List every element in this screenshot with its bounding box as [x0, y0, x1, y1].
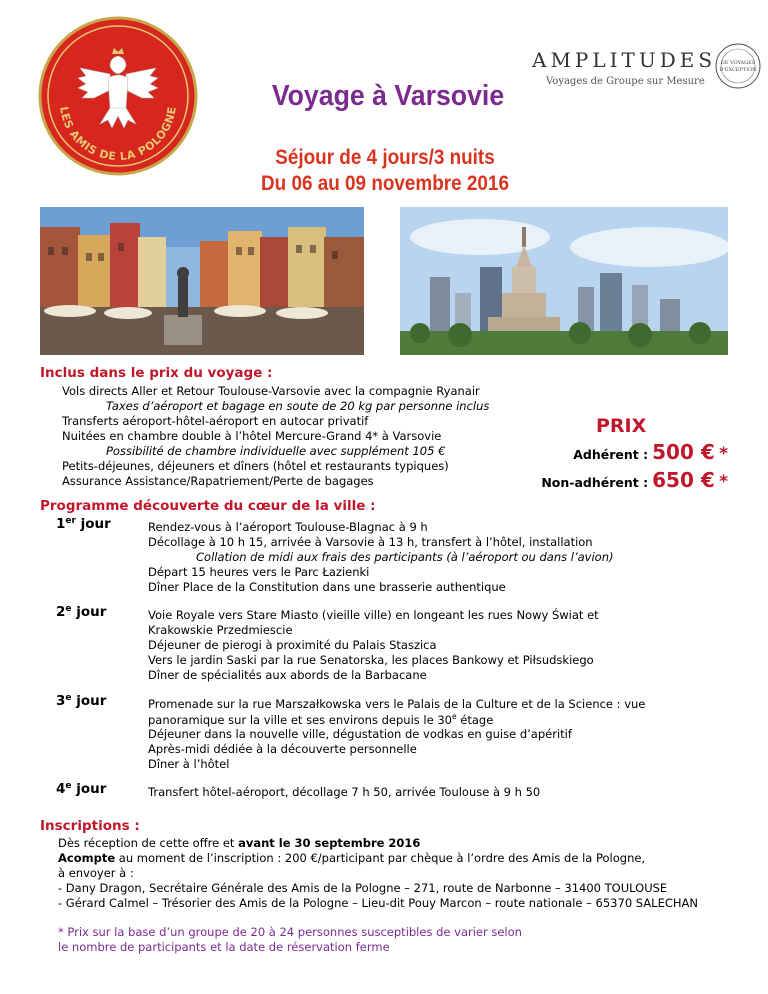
seal-text: LES AMIS DE LA POLOGNE [57, 105, 179, 164]
day-4-line: Transfert hôtel-aéroport, décollage 7 h 50, arrivée Toulouse à 9 h 50 [148, 785, 541, 799]
price-star: * [719, 444, 728, 464]
brand-tagline: Voyages de Groupe sur Mesure [546, 76, 705, 87]
day-2-line: Vers le jardin Saski par la rue Senatorska, les places Bankowy et Piłsudskiego [148, 653, 594, 667]
day-2-label: 2e jour [56, 604, 107, 620]
day-1-line: Départ 15 heures vers le Parc Łazienki [148, 565, 370, 579]
inscription-address: - Dany Dragon, Secrétaire Générale des Amis de la Pologne – 271, route de Narbonne – 31400 TOULOUSE [58, 881, 668, 895]
day-2-line: Déjeuner de pierogi à proximité du Palais Staszica [148, 638, 437, 652]
price-footnote: * Prix sur la base d’un groupe de 20 à 24 personnes susceptibles de varier selon [58, 925, 522, 939]
amplitudes-brand [532, 48, 762, 98]
included-heading: Inclus dans le prix du voyage : [40, 365, 273, 381]
brand-seal-text: DE VOYAGES [720, 60, 756, 66]
included-item: Transferts aéroport-hôtel-aéroport en autocar privatif [62, 414, 369, 428]
svg-text:D'EXCEPTION: D'EXCEPTION [719, 67, 757, 73]
inscription-address: - Gérard Calmel – Trésorier des Amis de la Pologne – Lieu-dit Pouy Marcon – route nationale – 65370 SALECHAN [58, 896, 698, 910]
anniversary-seal-icon [714, 42, 762, 90]
day-1-label: 1er jour [56, 516, 111, 532]
day-3-line: Après-midi dédiée à la découverte personnelle [148, 742, 417, 756]
day-3-label: 3e jour [56, 693, 107, 709]
price-non-member-label: Non-adhérent : [541, 475, 649, 490]
day-2-line: Krakowskie Przedmiescie [148, 623, 293, 637]
price-non-member [541, 468, 728, 492]
warsaw-old-town-photo [40, 207, 364, 355]
price-star: * [719, 472, 728, 492]
day-2-line: Dîner de spécialités aux abords de la Barbacane [148, 668, 427, 682]
page-title: Voyage à Varsovie [271, 80, 505, 112]
day-3-line: panoramique sur la ville et ses environs depuis le 30e étage [148, 712, 494, 727]
inscription-send-to: à envoyer à : [58, 866, 134, 880]
day-1-line: Collation de midi aux frais des participants (à l’aéroport ou dans l’avion) [196, 550, 614, 564]
day-1-line: Dîner Place de la Constitution dans une brasserie authentique [148, 580, 506, 594]
palace-of-culture-photo [400, 207, 728, 355]
price-non-member-amount: 650 € [652, 468, 715, 492]
price-footnote: le nombre de participants et la date de réservation ferme [58, 940, 390, 954]
price-title: PRIX [596, 415, 647, 437]
price-member [573, 440, 728, 464]
stay-dates: Du 06 au 09 novembre 2016 [261, 172, 509, 195]
stay-duration: Séjour de 4 jours/3 nuits [275, 146, 495, 169]
day-3-line: Dîner à l’hôtel [148, 757, 230, 771]
price-member-amount: 500 € [652, 440, 715, 464]
included-item: Possibilité de chambre individuelle avec supplément 105 € [106, 444, 446, 458]
inscription-deadline: Dès réception de cette offre et avant le 30 septembre 2016 [58, 836, 421, 850]
included-item: Taxes d’aéroport et bagage en soute de 20 kg par personne inclus [106, 399, 490, 413]
day-1-line: Rendez-vous à l’aéroport Toulouse-Blagnac à 9 h [148, 520, 428, 534]
price-member-label: Adhérent : [573, 447, 649, 462]
included-item: Petits-déjeunes, déjeuners et dîners (hôtel et restaurants typiques) [62, 459, 449, 473]
day-4-label: 4e jour [56, 781, 107, 797]
day-2-line: Voie Royale vers Stare Miasto (vieille ville) en longeant les rues Nowy Świat et [148, 608, 599, 622]
included-item: Vols directs Aller et Retour Toulouse-Varsovie avec la compagnie Ryanair [62, 384, 480, 398]
day-3-line: Déjeuner dans la nouvelle ville, dégustation de vodkas en guise d’apéritif [148, 727, 572, 741]
day-1-line: Décollage à 10 h 15, arrivée à Varsovie à 13 h, transfert à l’hôtel, installation [148, 535, 593, 549]
included-item: Nuitées en chambre double à l’hôtel Mercure-Grand 4* à Varsovie [62, 429, 442, 443]
brand-name: AMPLITUDES [532, 48, 717, 72]
programme-heading: Programme découverte du cœur de la ville : [40, 498, 376, 514]
included-item: Assurance Assistance/Rapatriement/Perte de bagages [62, 474, 374, 488]
inscription-deposit: Acompte au moment de l’inscription : 200 €/participant par chèque à l’ordre des Amis de la Pologne, [58, 851, 646, 865]
inscriptions-heading: Inscriptions : [40, 818, 140, 834]
day-3-line: Promenade sur la rue Marszałkowska vers le Palais de la Culture et de la Science : vue [148, 697, 646, 711]
